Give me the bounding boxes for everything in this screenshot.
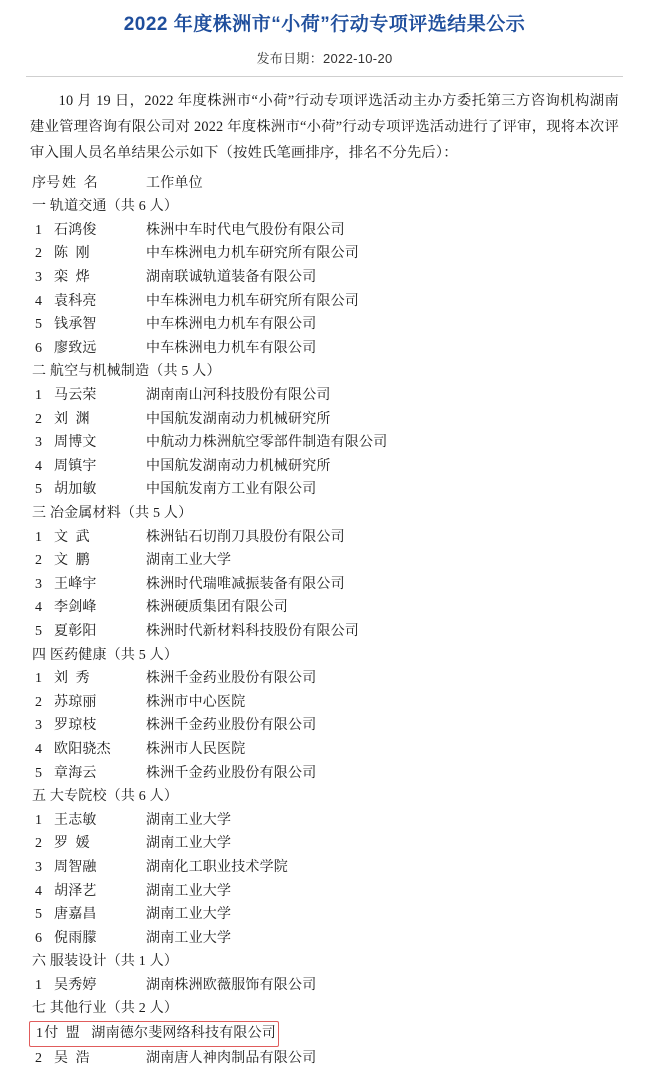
row-index: 4 [35, 293, 43, 309]
row-organization: 株洲千金药业股份有限公司 [146, 718, 317, 734]
row-index: 5 [35, 623, 43, 639]
row-organization: 湖南化工职业技术学院 [146, 859, 288, 875]
table-row [32, 337, 627, 361]
table-row [32, 290, 627, 314]
table-header [32, 172, 627, 196]
row-person-name: 马云荣 [54, 388, 97, 404]
row-organization: 株洲钻石切削刀具股份有限公司 [146, 529, 345, 545]
row-organization: 中航动力株洲航空零部件制造有限公司 [146, 435, 388, 451]
row-organization: 湖南工业大学 [146, 930, 232, 946]
row-organization: 中车株洲电力机车有限公司 [146, 317, 317, 333]
table-row [32, 880, 627, 904]
table-row [32, 856, 627, 880]
row-organization: 湖南唐人神肉制品有限公司 [146, 1050, 317, 1066]
row-index: 4 [35, 883, 43, 899]
row-person-name: 李剑峰 [54, 600, 97, 616]
row-organization: 湖南工业大学 [146, 812, 232, 828]
row-person-name: 欧阳骁杰 [54, 741, 111, 757]
intro-paragraph: 10 月 19 日，2022 年度株洲市“小荷”行动专项评选活动主办方委托第三方咨询机构湖南建业管理咨询有限公司对 2022 年度株洲市“小荷”行动专项评选活动进行了评审，现将本次评审入围人员名单结果公示如下（按姓氏笔画排序，排名不分先后）： [30, 92, 619, 161]
row-person-name: 文 武 [54, 529, 90, 545]
row-organization: 中国航发南方工业有限公司 [146, 482, 317, 498]
table-row [32, 903, 627, 927]
row-index: 2 [35, 246, 43, 262]
row-person-name: 夏彰阳 [54, 623, 97, 639]
row-organization: 湖南工业大学 [146, 553, 232, 569]
category-heading: 四 医药健康（共 5 人） [32, 647, 179, 663]
row-index: 4 [35, 458, 43, 474]
table-row [32, 266, 627, 290]
row-index: 1 [35, 977, 43, 993]
row-organization: 株洲时代瑞唯减振装备有限公司 [146, 576, 345, 592]
row-index: 1 [35, 388, 43, 404]
row-organization: 湖南工业大学 [146, 883, 232, 899]
table-row [32, 384, 627, 408]
row-person-name: 刘 渊 [54, 411, 90, 427]
row-organization: 湖南南山河科技股份有限公司 [146, 388, 331, 404]
row-index: 6 [35, 930, 43, 946]
row-organization: 中车株洲电力机车研究所有限公司 [146, 246, 359, 262]
publish-date: 发布日期：2022-10-20 [256, 50, 393, 66]
page-title: 2022 年度株洲市“小荷”行动专项评选结果公示 [123, 14, 526, 35]
category-group [32, 644, 627, 786]
table-row [32, 1047, 627, 1070]
table-row [32, 219, 627, 243]
row-index: 3 [35, 435, 43, 451]
row-organization: 株洲中车时代电气股份有限公司 [146, 222, 345, 238]
row-organization: 株洲硬质集团有限公司 [146, 600, 288, 616]
table-row [32, 408, 627, 432]
table-row [32, 762, 627, 786]
row-person-name: 王志敏 [54, 812, 97, 828]
row-index: 5 [35, 482, 43, 498]
row-index: 2 [35, 836, 43, 852]
row-person-name: 罗 媛 [54, 836, 90, 852]
table-header-org: 工作单位 [146, 175, 203, 191]
row-organization: 中国航发湖南动力机械研究所 [146, 411, 331, 427]
row-organization: 湖南德尔斐网络科技有限公司 [91, 1026, 276, 1042]
table-row-highlighted [29, 1021, 279, 1047]
row-index: 2 [35, 694, 43, 710]
table-row [32, 691, 627, 715]
category-heading: 五 大专院校（共 6 人） [32, 789, 179, 805]
category-group [32, 950, 627, 997]
row-person-name: 付 盟 [44, 1026, 81, 1042]
table-row [32, 478, 627, 502]
table-row [32, 455, 627, 479]
category-group [32, 997, 627, 1070]
category-group [32, 360, 627, 502]
row-index: 5 [35, 317, 43, 333]
table-row [32, 620, 627, 644]
row-organization: 中车株洲电力机车有限公司 [146, 340, 317, 356]
category-group [32, 502, 627, 644]
category-heading: 二 航空与机械制造（共 5 人） [32, 364, 221, 380]
table-row [32, 974, 627, 998]
category-group [32, 195, 627, 360]
row-index: 3 [35, 718, 43, 734]
row-person-name: 周智融 [54, 859, 97, 875]
row-index: 5 [35, 907, 43, 923]
row-index: 1 [36, 1026, 44, 1042]
row-organization: 中车株洲电力机车研究所有限公司 [146, 293, 359, 309]
row-organization: 湖南株洲欧薇服饰有限公司 [146, 977, 317, 993]
row-index: 2 [35, 553, 43, 569]
row-index: 2 [35, 1050, 43, 1066]
row-person-name: 周镇宇 [54, 458, 97, 474]
row-index: 4 [35, 600, 43, 616]
table-row [32, 313, 627, 337]
row-organization: 湖南工业大学 [146, 907, 232, 923]
table-row [32, 596, 627, 620]
row-person-name: 石鸿俊 [54, 222, 97, 238]
row-index: 3 [35, 270, 43, 286]
row-person-name: 陈 刚 [54, 246, 90, 262]
row-person-name: 刘 秀 [54, 671, 90, 687]
table-row [32, 927, 627, 951]
row-index: 3 [35, 576, 43, 592]
row-person-name: 胡加敏 [54, 482, 97, 498]
row-organization: 中国航发湖南动力机械研究所 [146, 458, 331, 474]
table-header-name: 姓 名 [62, 175, 98, 191]
row-person-name: 廖致远 [54, 340, 97, 356]
row-index: 4 [35, 741, 43, 757]
row-person-name: 罗琼枝 [54, 718, 97, 734]
row-organization: 株洲千金药业股份有限公司 [146, 671, 317, 687]
header-divider [26, 76, 623, 77]
row-person-name: 王峰宇 [54, 576, 97, 592]
result-list [22, 172, 627, 1070]
row-index: 2 [35, 411, 43, 427]
row-organization: 株洲时代新材料科技股份有限公司 [146, 623, 359, 639]
row-organization: 湖南联诚轨道装备有限公司 [146, 270, 317, 286]
table-row [32, 573, 627, 597]
row-person-name: 唐嘉昌 [54, 907, 97, 923]
row-person-name: 倪雨朦 [54, 930, 97, 946]
table-row [32, 832, 627, 856]
row-index: 1 [35, 222, 43, 238]
row-person-name: 钱承智 [54, 317, 97, 333]
row-organization: 株洲千金药业股份有限公司 [146, 765, 317, 781]
row-person-name: 栾 烨 [54, 270, 90, 286]
table-row [32, 714, 627, 738]
row-person-name: 周博文 [54, 435, 97, 451]
row-person-name: 吴秀婷 [54, 977, 97, 993]
category-heading: 七 其他行业（共 2 人） [32, 1001, 179, 1017]
table-row [32, 809, 627, 833]
row-person-name: 文 鹏 [54, 553, 90, 569]
row-index: 1 [35, 671, 43, 687]
row-person-name: 苏琼丽 [54, 694, 97, 710]
category-group [32, 785, 627, 950]
category-heading: 六 服装设计（共 1 人） [32, 954, 179, 970]
row-index: 6 [35, 340, 43, 356]
table-row [32, 738, 627, 762]
table-row [32, 431, 627, 455]
row-index: 1 [35, 529, 43, 545]
row-person-name: 吴 浩 [54, 1050, 90, 1066]
row-organization: 湖南工业大学 [146, 836, 232, 852]
category-heading: 三 冶金属材料（共 5 人） [32, 506, 193, 521]
table-row [32, 549, 627, 573]
table-row [32, 526, 627, 550]
row-organization: 株洲市中心医院 [146, 694, 246, 710]
table-row [32, 242, 627, 266]
row-person-name: 袁科亮 [54, 293, 97, 309]
row-index: 5 [35, 765, 43, 781]
row-person-name: 章海云 [54, 765, 97, 781]
row-index: 3 [35, 859, 43, 875]
row-person-name: 胡泽艺 [54, 883, 97, 899]
table-header-no: 序号 [32, 175, 61, 191]
table-row [32, 667, 627, 691]
row-organization: 株洲市人民医院 [146, 741, 246, 757]
category-heading: 一 轨道交通（共 6 人） [32, 199, 179, 215]
row-index: 1 [35, 812, 43, 828]
